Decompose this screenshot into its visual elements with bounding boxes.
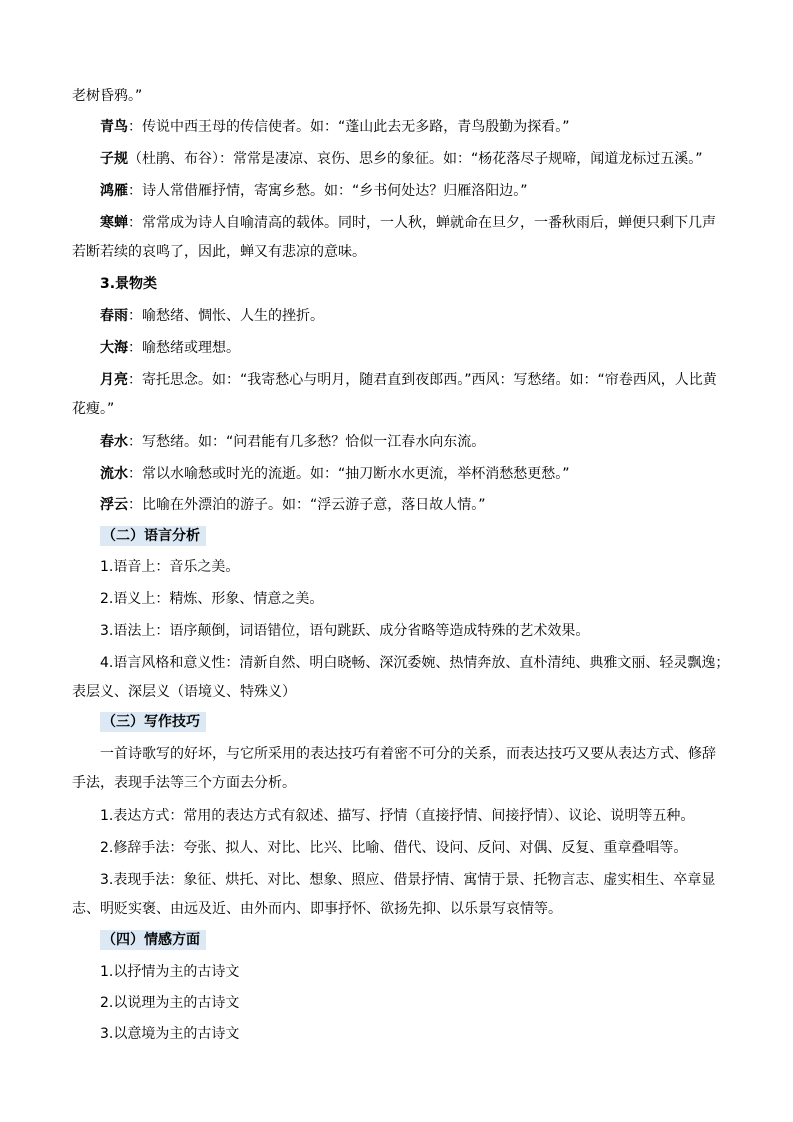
language-item-4-cont: 表层义、深层义（语境义、特殊义） [72, 684, 296, 700]
imagery-continuation: 老树昏鸦。” [72, 88, 143, 104]
writing-item-3: 3.表现手法：象征、烘托、对比、想象、照应、借景抒情、寓情于景、托物言志、虚实相生、卒章显 [100, 872, 716, 888]
scenery-title: 3.景物类 [100, 276, 158, 292]
term-label: 春雨 [100, 308, 128, 324]
entry-dahai [100, 338, 240, 358]
term-text: ：常以水喻愁或时光的流逝。如：“抽刀断水水更流，举杯消愁愁更愁。” [128, 466, 570, 482]
entry-hongyan [100, 181, 528, 201]
term-label: 浮云 [100, 497, 128, 513]
emotion-item-1: 1.以抒情为主的古诗文 [100, 964, 240, 980]
term-text: ：传说中西王母的传信使者。如：“蓬山此去无多路，青鸟殷勤为探看。” [128, 119, 570, 135]
entry-fuyun [100, 495, 486, 515]
entry-chunyu [100, 306, 324, 326]
writing-item-1: 1.表达方式：常用的表达方式有叙述、描写、抒情（直接抒情、间接抒情）、议论、说明等五种。 [100, 808, 695, 824]
writing-intro-cont: 手法，表现手法等三个方面去分析。 [72, 775, 296, 791]
writing-intro: 一首诗歌写的好坏，与它所采用的表达技巧有着密不可分的关系，而表达技巧又要从表达方式、修辞 [100, 746, 716, 762]
term-label: 子规 [100, 151, 128, 167]
entry-chunshui [100, 432, 485, 452]
term-text: ：寄托思念。如：“我寄愁心与明月，随君直到夜郎西。”西风：写愁绪。如：“帘卷西风，人比黄 [128, 372, 717, 388]
entry-liushui [100, 464, 570, 484]
term-text: ：喻愁绪或理想。 [128, 340, 240, 356]
term-label: 寒蝉 [100, 215, 128, 231]
term-text: ：喻愁绪、惆怅、人生的挫折。 [128, 308, 324, 324]
term-text: ：比喻在外漂泊的游子。如：“浮云游子意，落日故人情。” [128, 497, 486, 513]
term-label: 春水 [100, 434, 128, 450]
entry-zigui [100, 149, 703, 169]
writing-item-3-cont: 志、明贬实褒、由远及近、由外而内、即事抒怀、欲扬先抑、以乐景写哀情等。 [72, 901, 562, 917]
term-label: 大海 [100, 340, 128, 356]
entry-hanchan [100, 213, 716, 233]
term-label: 鸿雁 [100, 183, 128, 199]
term-label: 流水 [100, 466, 128, 482]
term-text: ：常常成为诗人自喻清高的载体。同时，一人秋，蝉就命在旦夕，一番秋雨后，蝉便只剩下几声 [128, 215, 716, 231]
section-header-writing: （三）写作技巧 [100, 712, 206, 732]
language-item-2: 2.语义上：精炼、形象、情意之美。 [100, 591, 324, 607]
term-text: ：写愁绪。如：“问君能有几多愁？恰似一江春水向东流。 [128, 434, 486, 450]
term-text: ：诗人常借雁抒情，寄寓乡愁。如：“乡书何处达？归雁洛阳边。” [128, 183, 528, 199]
language-item-4: 4.语言风格和意义性：清新自然、明白晓畅、深沉委婉、热情奔放、直朴清纯、典雅文丽、轻灵飘逸； [100, 655, 730, 671]
emotion-item-2: 2.以说理为主的古诗文 [100, 995, 240, 1011]
writing-item-2: 2.修辞手法：夸张、拟人、对比、比兴、比喻、借代、设问、反问、对偶、反复、重章叠唱等。 [100, 840, 688, 856]
entry-yueliang [100, 370, 717, 390]
section-header-language: （二）语言分析 [100, 526, 206, 546]
language-item-3: 3.语法上：语序颠倒，词语错位，语句跳跃、成分省略等造成特殊的艺术效果。 [100, 623, 590, 639]
term-text: （杜鹃、布谷）：常常是凄凉、哀伤、思乡的象征。如：“杨花落尽子规啼，闻道龙标过五溪。” [128, 151, 703, 167]
entry-qingniao [100, 117, 570, 137]
section-header-emotion: （四）情感方面 [100, 930, 206, 950]
language-item-1: 1.语音上：音乐之美。 [100, 559, 240, 575]
term-label: 青鸟 [100, 119, 128, 135]
term-label: 月亮 [100, 372, 128, 388]
emotion-item-3: 3.以意境为主的古诗文 [100, 1026, 240, 1042]
entry-hanchan-cont: 若断若续的哀鸣了，因此，蝉又有悲凉的意味。 [72, 244, 366, 260]
entry-yueliang-cont: 花瘦。” [72, 401, 115, 417]
